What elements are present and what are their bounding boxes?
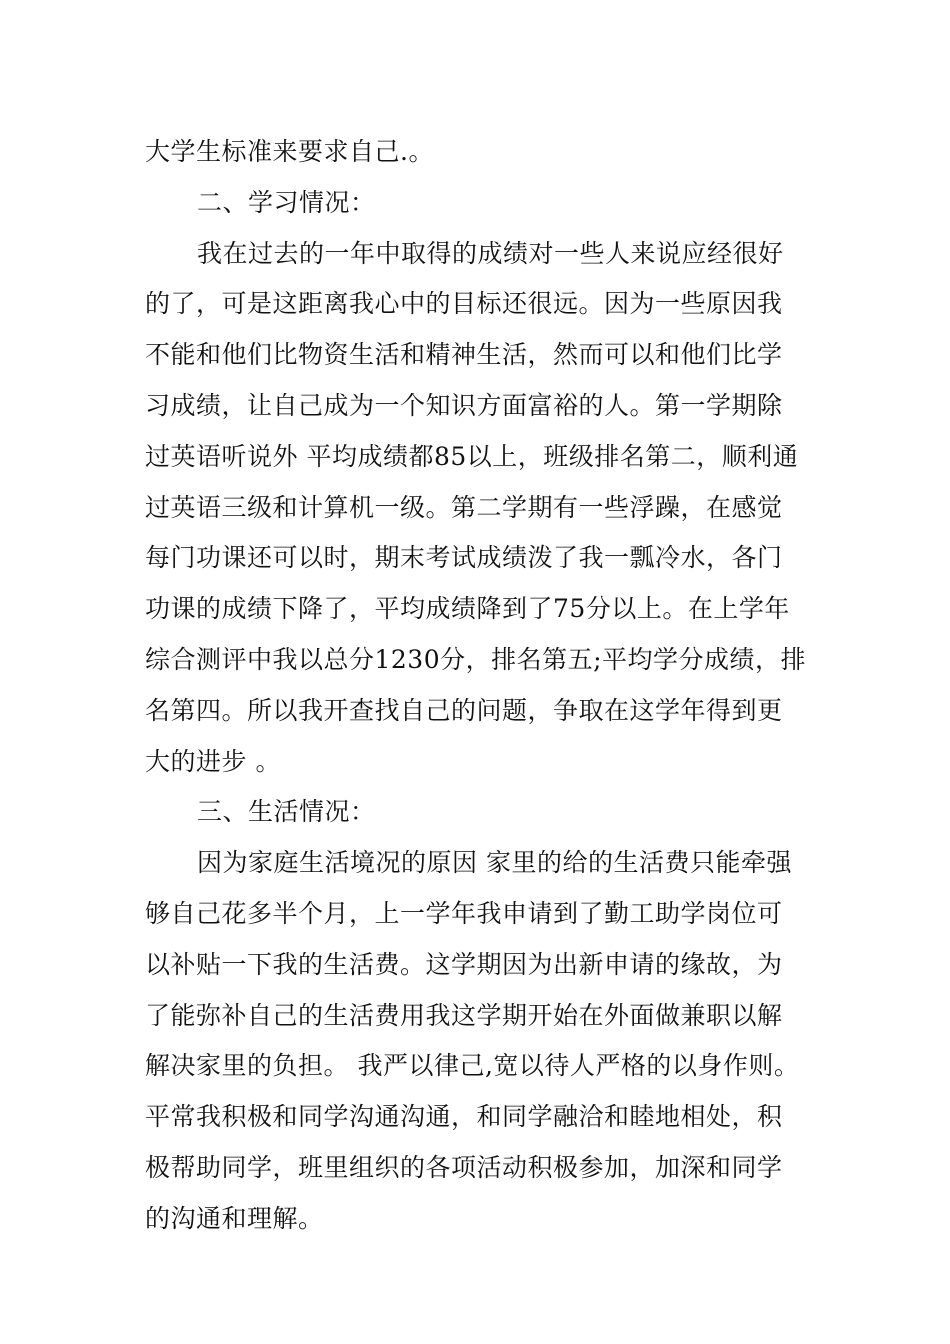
text-line: 的沟通和理解。 — [145, 1203, 324, 1233]
text-line: 过英语三级和计算机一级。第二学期有一些浮躁，在感觉 — [145, 492, 783, 522]
text-line: 三、生活情况： — [197, 797, 376, 827]
text-line: 了能弥补自己的生活费用我这学期开始在外面做兼职以解 — [145, 1000, 783, 1030]
text-line: 二、学习情况： — [197, 187, 376, 217]
text-line: 名第四。所以我开查找自己的问题，争取在这学年得到更 — [145, 695, 783, 725]
text-line: 大的进步 。 — [145, 746, 281, 776]
text-line: 习成绩，让自己成为一个知识方面富裕的人。第一学期除 — [145, 391, 783, 420]
text-line: 的了，可是这距离我心中的目标还很远。因为一些原因我 — [145, 289, 783, 319]
text-line: 每门功课还可以时，期末考试成绩泼了我一瓢冷水，各门 — [145, 543, 783, 573]
text-line: 以补贴一下我的生活费。这学期因为出新申请的缘故，为 — [145, 949, 783, 979]
text-line: 解决家里的负担。 我严以律己,宽以待人严格的以身作则。 — [145, 1051, 800, 1081]
text-line: 综合测评中我以总分1230分，排名第五;平均学分成绩，排 — [145, 645, 807, 674]
text-line: 因为家庭生活境况的原因 家里的给的生活费只能牵强 — [197, 848, 792, 878]
text-line: 平常我积极和同学沟通沟通，和同学融洽和睦地相处，积 — [145, 1102, 783, 1132]
text-line: 我在过去的一年中取得的成绩对一些人来说应经很好 — [197, 238, 784, 268]
text-line: 不能和他们比物资生活和精神生活，然而可以和他们比学 — [145, 340, 783, 370]
text-line: 过英语听说外 平均成绩都85以上，班级排名第二，顺利通 — [145, 441, 799, 471]
text-line: 大学生标准来要求自己.。 — [145, 137, 434, 166]
text-line: 功课的成绩下降了，平均成绩降到了75分以上。在上学年 — [145, 594, 790, 624]
text-line: 够自己花多半个月，上一学年我申请到了勤工助学岗位可 — [145, 899, 783, 928]
text-line: 极帮助同学，班里组织的各项活动积极参加，加深和同学 — [145, 1153, 783, 1182]
